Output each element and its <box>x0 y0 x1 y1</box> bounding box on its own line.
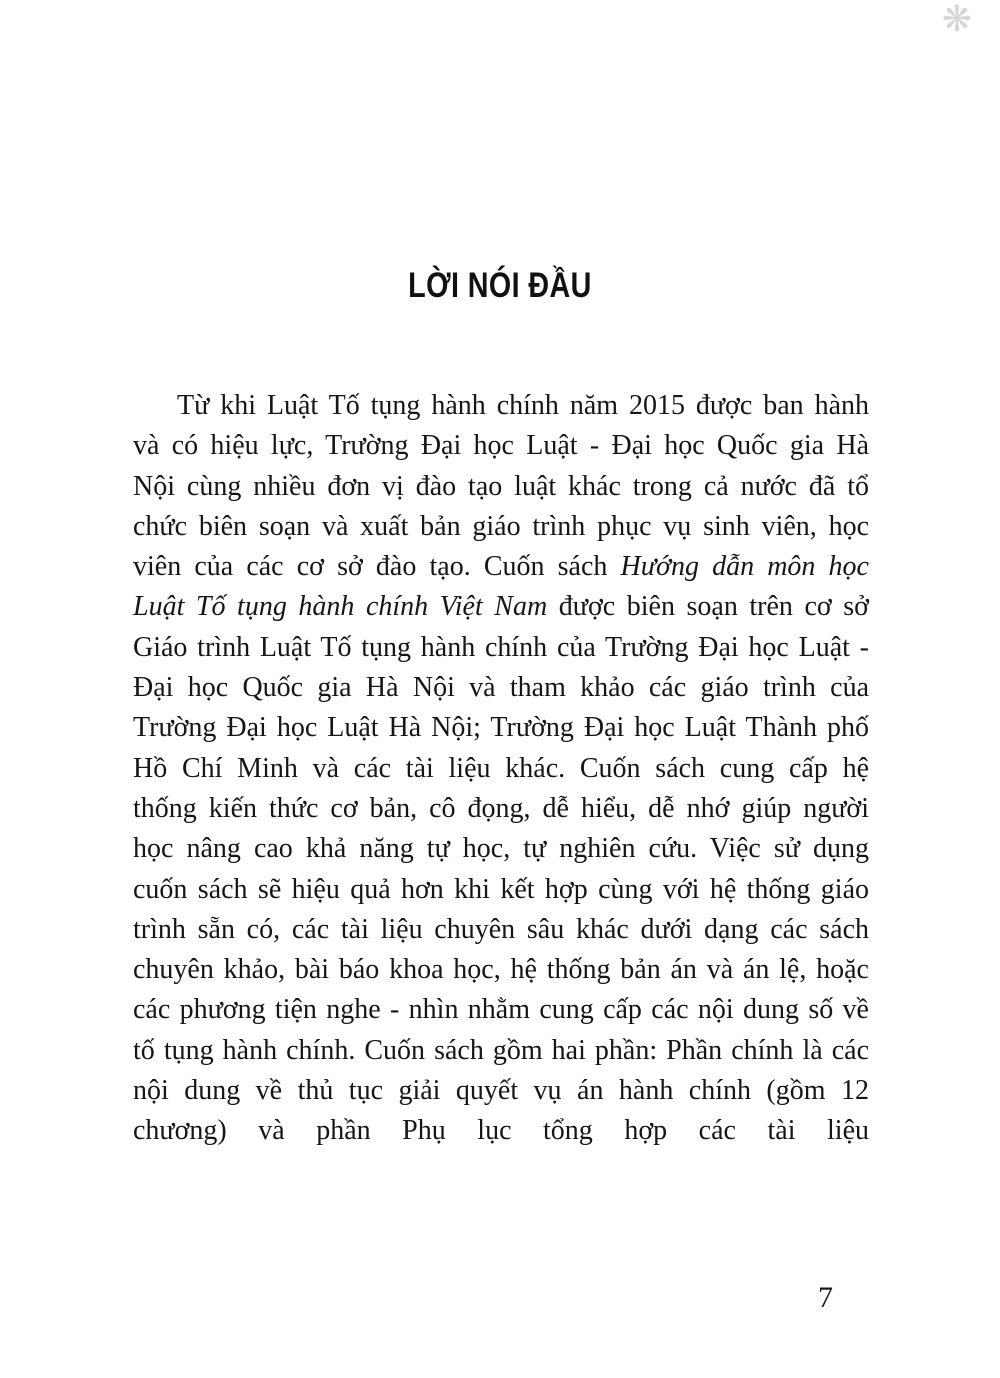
book-title-italic: Hướng dẫn môn học Luật Tố tụng hành chính Việt Nam <box>133 551 869 623</box>
preface-paragraph <box>133 386 869 1152</box>
page-number: 7 <box>818 1281 833 1314</box>
page-title: LỜI NÓI ĐẦU <box>408 266 592 305</box>
flower-ornament-icon: ❋ <box>941 0 972 40</box>
paragraph-text-after-italic: được biên soạn trên cơ sở Giáo trình Luật Tố tụng hành chính của Trường Đại học Luật - Đại học Quốc gia Hà Nội và tham khảo các giáo trình của Trường Đại học Luật Hà Nội; Trường Đại học Luật Thành phố Hồ Chí Minh và các tài liệu khác. Cuốn sách cung cấp hệ thống kiến thức cơ bản, cô đọng, dễ hiểu, dễ nhớ giúp người học nâng cao khả năng tự học, tự nghiên cứu. Việc sử dụng cuốn sách sẽ hiệu quả hơn khi kết hợp cùng với hệ thống giáo trình sẵn có, các tài liệu chuyên sâu khác dưới dạng các sách chuyên khảo, bài báo khoa học, hệ thống bản án và án lệ, hoặc các phương tiện nghe - nhìn nhằm cung cấp các nội dung số về tố tụng hành chính. Cuốn sách gồm hai phần: Phần chính là các nội dung về thủ tục giải quyết vụ án hành chính (gồm 12 chương) và phần Phụ lục tổng hợp các tài liệu <box>133 591 869 1147</box>
paragraph-text-before-italic: Từ khi Luật Tố tụng hành chính năm 2015 được ban hành và có hiệu lực, Trường Đại học Luật - Đại học Quốc gia Hà Nội cùng nhiều đơn vị đào tạo luật khác trong cả nước đã tổ chức biên soạn và xuất bản giáo trình phục vụ sinh viên, học viên của các cơ sở đào tạo. Cuốn sách <box>133 390 869 583</box>
